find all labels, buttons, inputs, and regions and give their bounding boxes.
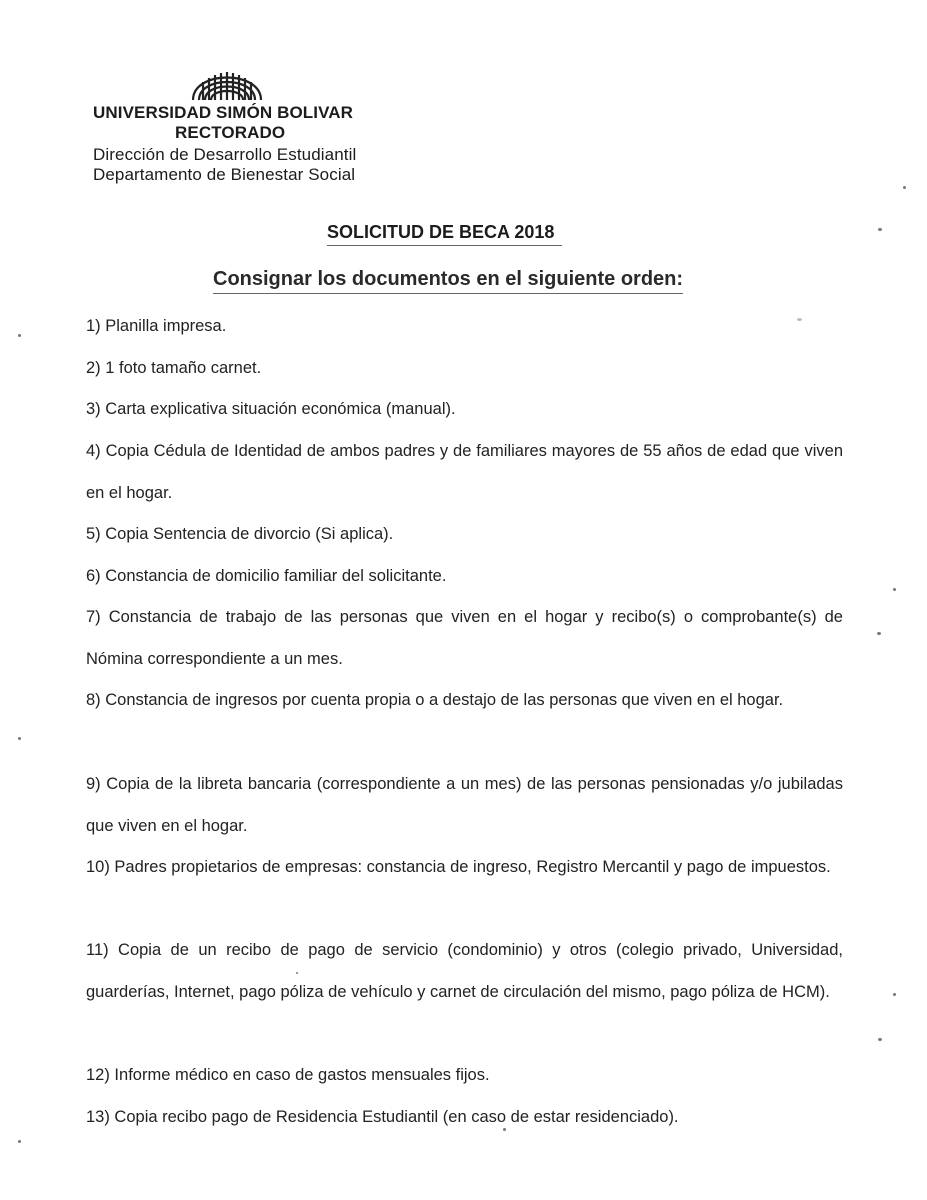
list-item-3: 3) Carta explicativa situación económica (manual). [86, 400, 456, 418]
list-item-12: 12) Informe médico en caso de gastos mensuales fijos. [86, 1066, 490, 1084]
scan-speck [18, 1140, 21, 1143]
direccion-label: Dirección de Desarrollo Estudiantil [93, 145, 357, 164]
rectorado-label: RECTORADO [175, 123, 286, 142]
scan-speck [893, 588, 896, 591]
document-subtitle: Consignar los documentos en el siguiente orden: [213, 268, 683, 294]
scan-speck [878, 1038, 882, 1041]
scan-speck [893, 993, 896, 996]
list-item-7: 7) Constancia de trabajo de las personas que viven en el hogar y recibo(s) o comprobante(s) de Nómina correspondiente a un mes. [86, 608, 843, 668]
document-title: SOLICITUD DE BECA 2018 [327, 222, 562, 246]
scan-speck [503, 1128, 506, 1131]
list-item-4: 4) Copia Cédula de Identidad de ambos padres y de familiares mayores de 55 años de edad que viven en el hogar. [86, 442, 843, 502]
list-item-1: 1) Planilla impresa. [86, 317, 227, 335]
scan-speck [878, 228, 882, 231]
scan-speck [877, 632, 881, 635]
list-item-8: 8) Constancia de ingresos por cuenta propia o a destajo de las personas que viven en el hogar. [86, 691, 784, 709]
scan-speck [797, 318, 802, 321]
list-item-6: 6) Constancia de domicilio familiar del solicitante. [86, 567, 447, 585]
list-item-10: 10) Padres propietarios de empresas: constancia de ingreso, Registro Mercantil y pago de impuestos. [86, 858, 831, 876]
scan-speck [903, 186, 906, 189]
list-item-9: 9) Copia de la libreta bancaria (correspondiente a un mes) de las personas pensionadas y/o jubiladas que viven en el hogar. [86, 775, 843, 835]
scan-speck [296, 972, 298, 974]
scan-speck [18, 737, 21, 740]
list-item-5: 5) Copia Sentencia de divorcio (Si aplica). [86, 525, 394, 543]
list-item-13: 13) Copia recibo pago de Residencia Estudiantil (en caso de estar residenciado). [86, 1108, 679, 1126]
list-item-2: 2) 1 foto tamaño carnet. [86, 359, 262, 377]
departamento-label: Departamento de Bienestar Social [93, 165, 356, 184]
list-item-11: 11) Copia de un recibo de pago de servicio (condominio) y otros (colegio privado, Universidad, guarderías, Internet, pago póliza de vehículo y carnet de circulación del mismo, pago póliza de HCM). [86, 941, 843, 1001]
scan-speck [18, 334, 21, 337]
university-arches-logo-icon [189, 58, 265, 102]
university-name: UNIVERSIDAD SIMÓN BOLIVAR [93, 103, 354, 122]
